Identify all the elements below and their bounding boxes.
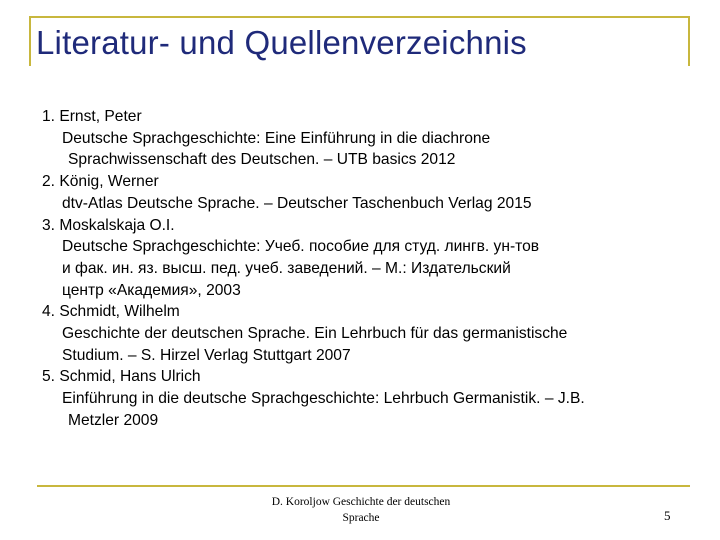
reference-author: 3. Moskalskaja O.I.: [42, 216, 175, 234]
footer-line: Sprache: [342, 512, 380, 524]
reference-author: 4. Schmidt, Wilhelm: [42, 303, 180, 321]
reference-item: [42, 301, 692, 366]
page-number: 5: [664, 508, 671, 523]
reference-work: [42, 128, 692, 171]
reference-line: Einführung in die deutsche Sprachgeschichte: Lehrbuch Germanistik. – J.B.: [62, 390, 585, 408]
frame-top-line: [29, 16, 690, 18]
reference-author: 5. Schmid, Hans Ulrich: [42, 368, 201, 386]
reference-line: Metzler 2009: [68, 411, 159, 429]
reference-work: [42, 323, 692, 366]
slide-title: Literatur- und Quellenverzeichnis: [36, 24, 527, 61]
footer-line: D. Koroljow Geschichte der deutschen: [271, 496, 451, 508]
reference-line: центр «Академия», 2003: [62, 281, 241, 299]
reference-line: dtv-Atlas Deutsche Sprache. – Deutscher Taschenbuch Verlag 2015: [62, 194, 532, 212]
reference-author: 2. König, Werner: [42, 173, 159, 191]
reference-author: 1. Ernst, Peter: [42, 108, 142, 125]
frame-bottom-line: [37, 485, 690, 487]
reference-item: [42, 171, 692, 214]
reference-work: [42, 236, 692, 301]
reference-line: Deutsche Sprachgeschichte: Учеб. пособие для студ. лингв. ун-тов: [62, 238, 540, 256]
reference-work: [42, 388, 692, 431]
reference-line: Sprachwissenschaft des Deutschen. – UTB basics 2012: [68, 151, 456, 169]
reference-line: Studium. – S. Hirzel Verlag Stuttgart 2007: [62, 346, 351, 364]
reference-list: [42, 106, 692, 432]
reference-item: [42, 106, 692, 171]
frame-left-line: [29, 16, 31, 66]
reference-line: и фак. ин. яз. высш. пед. учеб. заведений. – М.: Издательский: [62, 259, 511, 277]
reference-line: Deutsche Sprachgeschichte: Eine Einführung in die diachrone: [62, 129, 491, 147]
reference-item: [42, 215, 692, 302]
reference-item: [42, 366, 692, 431]
footer-text: [254, 494, 468, 526]
reference-work: [42, 193, 692, 215]
frame-right-line: [688, 16, 690, 66]
reference-line: Geschichte der deutschen Sprache. Ein Lehrbuch für das germanistische: [62, 325, 568, 343]
